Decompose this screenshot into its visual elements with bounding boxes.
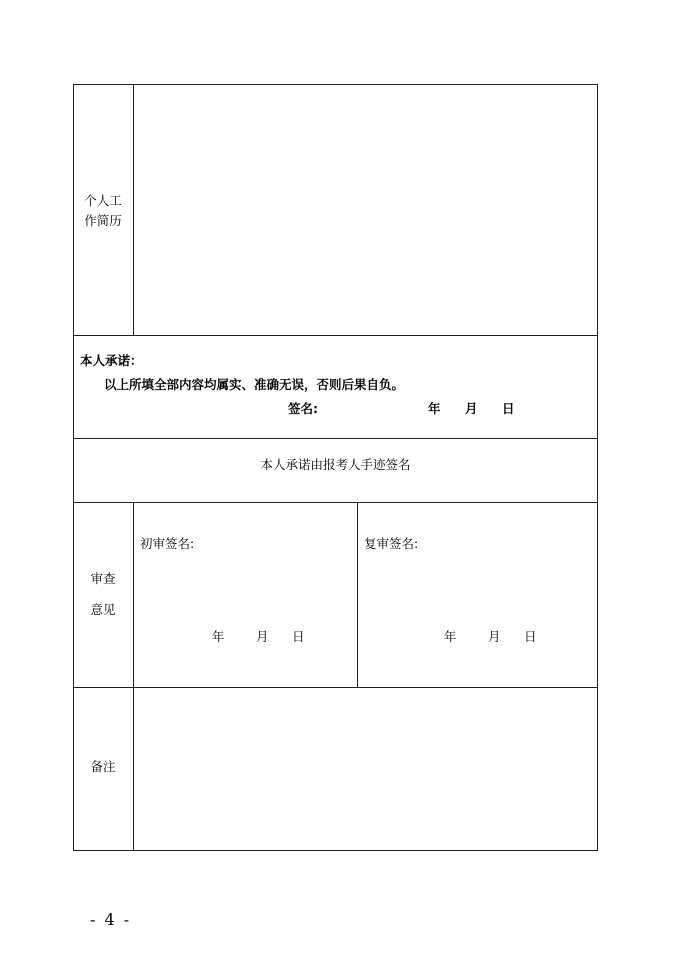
- work-history-field[interactable]: [135, 86, 596, 334]
- final-review-month: 月: [488, 629, 501, 644]
- page-number: - 4 -: [90, 910, 132, 929]
- pledge-day: 日: [502, 401, 515, 416]
- pledge-signature-label: 签名:: [288, 401, 318, 416]
- final-review-signature-label: 复审签名:: [364, 536, 419, 551]
- handwriting-note: 本人承诺由报考人手迹签名: [260, 457, 411, 472]
- row-divider: [74, 438, 597, 439]
- remarks-label: 备注: [90, 759, 116, 774]
- pledge-statement: 以上所填全部内容均属实、准确无误，否则后果自负。: [104, 377, 405, 392]
- label-column-divider: [133, 502, 134, 851]
- final-review-day: 日: [524, 629, 537, 644]
- review-label: [74, 563, 132, 625]
- final-review-year: 年: [444, 629, 457, 644]
- review-label-line1: 审查: [90, 571, 116, 586]
- label-column-divider: [133, 85, 134, 335]
- initial-review-signature-label: 初审签名:: [140, 536, 195, 551]
- work-history-label-line2: 作简历: [84, 213, 122, 228]
- registration-form-table: [73, 84, 598, 851]
- row-divider: [74, 687, 597, 688]
- row-divider: [74, 502, 597, 503]
- pledge-year: 年: [428, 401, 441, 416]
- work-history-label: [74, 191, 132, 231]
- initial-review-month: 月: [256, 629, 269, 644]
- pledge-month: 月: [465, 401, 478, 416]
- row-divider: [74, 335, 597, 336]
- initial-review-day: 日: [292, 629, 305, 644]
- initial-review-year: 年: [212, 629, 225, 644]
- pledge-title: 本人承诺：: [80, 353, 143, 368]
- remarks-field[interactable]: [135, 689, 596, 850]
- review-column-divider: [357, 502, 358, 687]
- review-label-line2: 意见: [90, 602, 116, 617]
- work-history-label-line1: 个人工: [84, 193, 122, 208]
